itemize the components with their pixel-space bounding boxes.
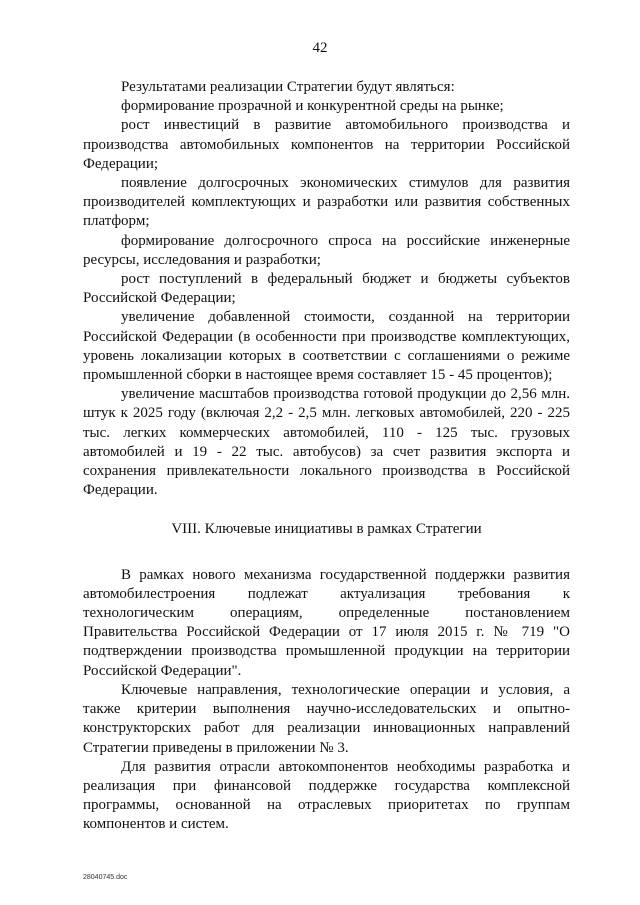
footer-doc-id: 28040745.doc [83,874,128,881]
result-item: увеличение добавленной стоимости, созданной на территории Российской Федерации (в особенности при производстве комплектующих, уровень локализации которых в соответствии с соглашениями о режиме промышленной сборки в настоящее время составляет 15 - 45 процентов); [83,309,570,384]
result-item: рост поступлений в федеральный бюджет и бюджеты субъектов Российской Федерации; [83,271,570,307]
result-item: рост инвестиций в развитие автомобильного производства и производства автомобильных компонентов на территории Российской Федерации; [83,117,570,172]
document-body [83,78,570,835]
page-number: 42 [312,40,328,56]
result-item: увеличение масштабов производства готовой продукции до 2,56 млн. штук к 2025 году (включая 2,2 - 2,5 млн. легковых автомобилей, 220 - 225 тыс. легких коммерческих автомобилей, 110 - 125 тыс. грузовых автомобилей и 19 - 22 тыс. автобусов) за счет развития экспорта и сохранения привлекательности локального производства в Российской Федерации. [83,386,570,499]
section-paragraph: Ключевые направления, технологические операции и условия, а также критерии выполнения научно-исследовательских и опытно-конструкторских работ для реализации инновационных направлений Стратегии приведены в приложении № 3. [83,681,570,756]
result-item: появление долгосрочных экономических стимулов для развития производителей комплектующих и разработки или развития собственных платформ; [83,175,570,230]
result-item: формирование прозрачной и конкурентной среды на рынке; [121,98,504,115]
result-item: формирование долгосрочного спроса на российские инженерные ресурсы, исследования и разработки; [83,232,570,268]
results-intro: Результатами реализации Стратегии будут являться: [121,79,455,95]
section-paragraph: Для развития отрасли автокомпонентов необходимы разработка и реализация при финансовой поддержке государства комплексной программы, основанной на отраслевых приоритетах по группам компонентов и систем. [83,758,570,833]
section-paragraph: В рамках нового механизма государственной поддержки развития автомобилестроения подлежат актуализация требования к технологическим операциям, определенные постановлением Правительства Российской Федерации от 17 июля 2015 г. № 719 "О подтверждении производства промышленной продукции на территории Российской Федерации". [83,566,570,679]
section-heading: VIII. Ключевые инициативы в рамках Стратегии [171,521,482,538]
